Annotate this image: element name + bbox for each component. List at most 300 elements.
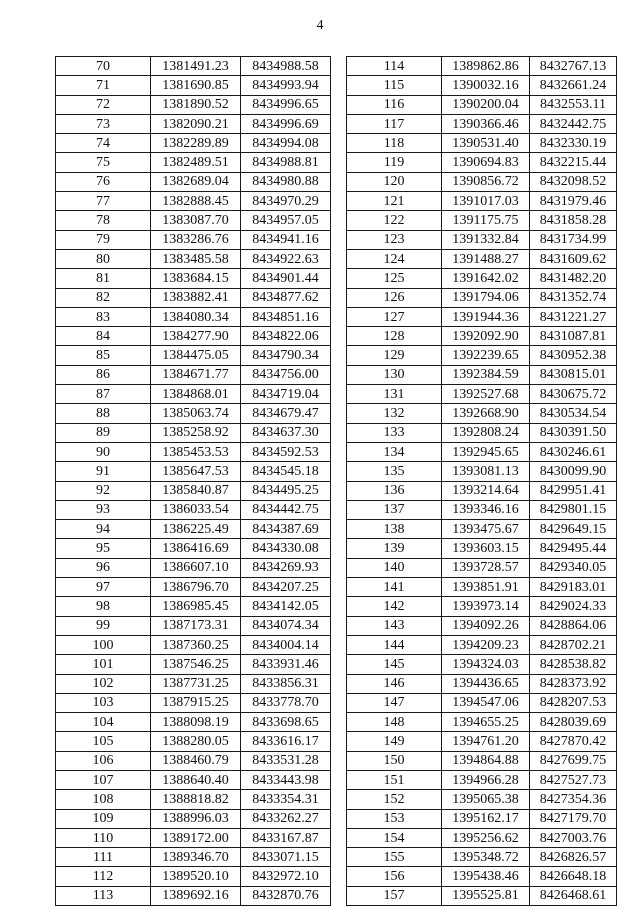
x-coordinate-cell: 1387173.31 <box>151 616 241 635</box>
table-row <box>56 307 331 326</box>
x-coordinate-cell: 1382689.04 <box>151 172 241 191</box>
point-number-cell: 149 <box>347 732 442 751</box>
y-coordinate-cell: 8434901.44 <box>241 269 331 288</box>
x-coordinate-cell: 1391175.75 <box>442 211 530 230</box>
point-number-cell: 141 <box>347 578 442 597</box>
y-coordinate-cell: 8434941.16 <box>241 230 331 249</box>
x-coordinate-cell: 1389692.16 <box>151 886 241 905</box>
table-row <box>347 751 617 770</box>
y-coordinate-cell: 8431734.99 <box>530 230 617 249</box>
x-coordinate-cell: 1392945.65 <box>442 442 530 461</box>
point-number-cell: 109 <box>56 809 151 828</box>
table-row <box>347 500 617 519</box>
x-coordinate-cell: 1390856.72 <box>442 172 530 191</box>
point-number-cell: 73 <box>56 114 151 133</box>
point-number-cell: 82 <box>56 288 151 307</box>
point-number-cell: 135 <box>347 462 442 481</box>
y-coordinate-cell: 8433443.98 <box>241 770 331 789</box>
y-coordinate-cell: 8428864.06 <box>530 616 617 635</box>
y-coordinate-cell: 8433262.27 <box>241 809 331 828</box>
y-coordinate-cell: 8429340.05 <box>530 558 617 577</box>
table-row <box>56 713 331 732</box>
x-coordinate-cell: 1394324.03 <box>442 655 530 674</box>
coordinates-table-right <box>346 56 617 906</box>
table-row <box>347 867 617 886</box>
table-row <box>347 635 617 654</box>
point-number-cell: 90 <box>56 442 151 461</box>
table-row <box>347 442 617 461</box>
table-row <box>347 134 617 153</box>
y-coordinate-cell: 8430391.50 <box>530 423 617 442</box>
y-coordinate-cell: 8434387.69 <box>241 520 331 539</box>
point-number-cell: 72 <box>56 95 151 114</box>
y-coordinate-cell: 8434822.06 <box>241 327 331 346</box>
table-row <box>56 404 331 423</box>
table-row <box>56 57 331 76</box>
point-number-cell: 98 <box>56 597 151 616</box>
y-coordinate-cell: 8434495.25 <box>241 481 331 500</box>
table-row <box>56 578 331 597</box>
point-number-cell: 152 <box>347 790 442 809</box>
point-number-cell: 145 <box>347 655 442 674</box>
y-coordinate-cell: 8434988.81 <box>241 153 331 172</box>
point-number-cell: 95 <box>56 539 151 558</box>
point-number-cell: 116 <box>347 95 442 114</box>
y-coordinate-cell: 8426648.18 <box>530 867 617 886</box>
point-number-cell: 80 <box>56 249 151 268</box>
point-number-cell: 99 <box>56 616 151 635</box>
x-coordinate-cell: 1389346.70 <box>151 848 241 867</box>
point-number-cell: 121 <box>347 192 442 211</box>
point-number-cell: 125 <box>347 269 442 288</box>
point-number-cell: 126 <box>347 288 442 307</box>
table-row <box>347 249 617 268</box>
point-number-cell: 140 <box>347 558 442 577</box>
table-row <box>347 288 617 307</box>
y-coordinate-cell: 8431609.62 <box>530 249 617 268</box>
x-coordinate-cell: 1385840.87 <box>151 481 241 500</box>
y-coordinate-cell: 8428373.92 <box>530 674 617 693</box>
y-coordinate-cell: 8430815.01 <box>530 365 617 384</box>
x-coordinate-cell: 1382289.89 <box>151 134 241 153</box>
x-coordinate-cell: 1395348.72 <box>442 848 530 867</box>
y-coordinate-cell: 8434851.16 <box>241 307 331 326</box>
x-coordinate-cell: 1393973.14 <box>442 597 530 616</box>
y-coordinate-cell: 8433354.31 <box>241 790 331 809</box>
y-coordinate-cell: 8434442.75 <box>241 500 331 519</box>
point-number-cell: 110 <box>56 828 151 847</box>
table-row <box>56 95 331 114</box>
y-coordinate-cell: 8432972.10 <box>241 867 331 886</box>
y-coordinate-cell: 8430675.72 <box>530 385 617 404</box>
y-coordinate-cell: 8432767.13 <box>530 57 617 76</box>
y-coordinate-cell: 8431352.74 <box>530 288 617 307</box>
x-coordinate-cell: 1386796.70 <box>151 578 241 597</box>
y-coordinate-cell: 8430246.61 <box>530 442 617 461</box>
point-number-cell: 119 <box>347 153 442 172</box>
point-number-cell: 120 <box>347 172 442 191</box>
x-coordinate-cell: 1385258.92 <box>151 423 241 442</box>
y-coordinate-cell: 8434679.47 <box>241 404 331 423</box>
y-coordinate-cell: 8434207.25 <box>241 578 331 597</box>
y-coordinate-cell: 8429801.15 <box>530 500 617 519</box>
table-row <box>347 192 617 211</box>
table-row <box>347 828 617 847</box>
y-coordinate-cell: 8434719.04 <box>241 385 331 404</box>
point-number-cell: 114 <box>347 57 442 76</box>
table-row <box>56 693 331 712</box>
table-row <box>56 848 331 867</box>
x-coordinate-cell: 1393475.67 <box>442 520 530 539</box>
table-row <box>56 500 331 519</box>
x-coordinate-cell: 1386416.69 <box>151 539 241 558</box>
x-coordinate-cell: 1394655.25 <box>442 713 530 732</box>
table-row <box>347 809 617 828</box>
point-number-cell: 144 <box>347 635 442 654</box>
table-row <box>56 635 331 654</box>
table-row <box>347 674 617 693</box>
point-number-cell: 150 <box>347 751 442 770</box>
x-coordinate-cell: 1386607.10 <box>151 558 241 577</box>
point-number-cell: 130 <box>347 365 442 384</box>
x-coordinate-cell: 1394209.23 <box>442 635 530 654</box>
table-row <box>347 114 617 133</box>
y-coordinate-cell: 8433167.87 <box>241 828 331 847</box>
x-coordinate-cell: 1387546.25 <box>151 655 241 674</box>
x-coordinate-cell: 1383684.15 <box>151 269 241 288</box>
point-number-cell: 139 <box>347 539 442 558</box>
point-number-cell: 143 <box>347 616 442 635</box>
point-number-cell: 148 <box>347 713 442 732</box>
table-row <box>56 770 331 789</box>
x-coordinate-cell: 1392808.24 <box>442 423 530 442</box>
x-coordinate-cell: 1391017.03 <box>442 192 530 211</box>
table-row <box>56 809 331 828</box>
x-coordinate-cell: 1386225.49 <box>151 520 241 539</box>
table-row <box>347 578 617 597</box>
table-row <box>56 828 331 847</box>
table-row <box>347 385 617 404</box>
x-coordinate-cell: 1384868.01 <box>151 385 241 404</box>
table-row <box>56 732 331 751</box>
point-number-cell: 134 <box>347 442 442 461</box>
point-number-cell: 147 <box>347 693 442 712</box>
x-coordinate-cell: 1384080.34 <box>151 307 241 326</box>
x-coordinate-cell: 1390694.83 <box>442 153 530 172</box>
point-number-cell: 86 <box>56 365 151 384</box>
point-number-cell: 101 <box>56 655 151 674</box>
table-row <box>56 867 331 886</box>
y-coordinate-cell: 8434545.18 <box>241 462 331 481</box>
y-coordinate-cell: 8432215.44 <box>530 153 617 172</box>
point-number-cell: 104 <box>56 713 151 732</box>
table-row <box>347 770 617 789</box>
x-coordinate-cell: 1381690.85 <box>151 76 241 95</box>
table-row <box>347 269 617 288</box>
x-coordinate-cell: 1395525.81 <box>442 886 530 905</box>
x-coordinate-cell: 1381491.23 <box>151 57 241 76</box>
point-number-cell: 76 <box>56 172 151 191</box>
table-row <box>56 558 331 577</box>
y-coordinate-cell: 8434074.34 <box>241 616 331 635</box>
x-coordinate-cell: 1388280.05 <box>151 732 241 751</box>
table-row <box>347 230 617 249</box>
y-coordinate-cell: 8434996.65 <box>241 95 331 114</box>
x-coordinate-cell: 1388818.82 <box>151 790 241 809</box>
y-coordinate-cell: 8426468.61 <box>530 886 617 905</box>
point-number-cell: 138 <box>347 520 442 539</box>
table-row <box>347 462 617 481</box>
y-coordinate-cell: 8434330.08 <box>241 539 331 558</box>
table-row <box>56 442 331 461</box>
table-row <box>56 539 331 558</box>
point-number-cell: 156 <box>347 867 442 886</box>
x-coordinate-cell: 1386985.45 <box>151 597 241 616</box>
point-number-cell: 96 <box>56 558 151 577</box>
y-coordinate-cell: 8429951.41 <box>530 481 617 500</box>
table-row <box>347 404 617 423</box>
page-number: 4 <box>316 18 324 33</box>
table-row <box>347 57 617 76</box>
y-coordinate-cell: 8432442.75 <box>530 114 617 133</box>
point-number-cell: 85 <box>56 346 151 365</box>
table-row <box>56 751 331 770</box>
point-number-cell: 78 <box>56 211 151 230</box>
y-coordinate-cell: 8428538.82 <box>530 655 617 674</box>
y-coordinate-cell: 8433698.65 <box>241 713 331 732</box>
x-coordinate-cell: 1390200.04 <box>442 95 530 114</box>
y-coordinate-cell: 8434994.08 <box>241 134 331 153</box>
y-coordinate-cell: 8428039.69 <box>530 713 617 732</box>
table-row <box>347 520 617 539</box>
table-row <box>56 346 331 365</box>
table-row <box>56 655 331 674</box>
x-coordinate-cell: 1394547.06 <box>442 693 530 712</box>
x-coordinate-cell: 1392384.59 <box>442 365 530 384</box>
point-number-cell: 102 <box>56 674 151 693</box>
table-row <box>347 790 617 809</box>
table-row <box>56 211 331 230</box>
point-number-cell: 153 <box>347 809 442 828</box>
y-coordinate-cell: 8430534.54 <box>530 404 617 423</box>
x-coordinate-cell: 1391642.02 <box>442 269 530 288</box>
table-row <box>56 249 331 268</box>
table-row <box>56 192 331 211</box>
y-coordinate-cell: 8427179.70 <box>530 809 617 828</box>
x-coordinate-cell: 1395065.38 <box>442 790 530 809</box>
table-row <box>56 616 331 635</box>
point-number-cell: 74 <box>56 134 151 153</box>
x-coordinate-cell: 1393728.57 <box>442 558 530 577</box>
point-number-cell: 157 <box>347 886 442 905</box>
x-coordinate-cell: 1382489.51 <box>151 153 241 172</box>
point-number-cell: 70 <box>56 57 151 76</box>
y-coordinate-cell: 8431858.28 <box>530 211 617 230</box>
y-coordinate-cell: 8433778.70 <box>241 693 331 712</box>
table-row <box>347 211 617 230</box>
y-coordinate-cell: 8434004.14 <box>241 635 331 654</box>
point-number-cell: 123 <box>347 230 442 249</box>
x-coordinate-cell: 1389862.86 <box>442 57 530 76</box>
x-coordinate-cell: 1385647.53 <box>151 462 241 481</box>
point-number-cell: 132 <box>347 404 442 423</box>
y-coordinate-cell: 8428207.53 <box>530 693 617 712</box>
table-row <box>56 520 331 539</box>
y-coordinate-cell: 8429183.01 <box>530 578 617 597</box>
y-coordinate-cell: 8434877.62 <box>241 288 331 307</box>
x-coordinate-cell: 1384277.90 <box>151 327 241 346</box>
table-row <box>56 269 331 288</box>
point-number-cell: 117 <box>347 114 442 133</box>
x-coordinate-cell: 1383882.41 <box>151 288 241 307</box>
table-row <box>56 597 331 616</box>
y-coordinate-cell: 8432098.52 <box>530 172 617 191</box>
y-coordinate-cell: 8432553.11 <box>530 95 617 114</box>
x-coordinate-cell: 1388996.03 <box>151 809 241 828</box>
x-coordinate-cell: 1381890.52 <box>151 95 241 114</box>
table-row <box>56 385 331 404</box>
table-row <box>56 327 331 346</box>
table-row <box>347 558 617 577</box>
y-coordinate-cell: 8431087.81 <box>530 327 617 346</box>
y-coordinate-cell: 8433616.17 <box>241 732 331 751</box>
x-coordinate-cell: 1386033.54 <box>151 500 241 519</box>
point-number-cell: 75 <box>56 153 151 172</box>
point-number-cell: 124 <box>347 249 442 268</box>
y-coordinate-cell: 8434269.93 <box>241 558 331 577</box>
point-number-cell: 112 <box>56 867 151 886</box>
point-number-cell: 155 <box>347 848 442 867</box>
y-coordinate-cell: 8434790.34 <box>241 346 331 365</box>
point-number-cell: 93 <box>56 500 151 519</box>
table-row <box>56 76 331 95</box>
y-coordinate-cell: 8434996.69 <box>241 114 331 133</box>
x-coordinate-cell: 1389520.10 <box>151 867 241 886</box>
y-coordinate-cell: 8434988.58 <box>241 57 331 76</box>
y-coordinate-cell: 8427699.75 <box>530 751 617 770</box>
table-row <box>347 597 617 616</box>
y-coordinate-cell: 8432330.19 <box>530 134 617 153</box>
x-coordinate-cell: 1384671.77 <box>151 365 241 384</box>
table-row <box>347 346 617 365</box>
x-coordinate-cell: 1394966.28 <box>442 770 530 789</box>
point-number-cell: 131 <box>347 385 442 404</box>
x-coordinate-cell: 1394864.88 <box>442 751 530 770</box>
y-coordinate-cell: 8431482.20 <box>530 269 617 288</box>
x-coordinate-cell: 1392092.90 <box>442 327 530 346</box>
point-number-cell: 108 <box>56 790 151 809</box>
point-number-cell: 77 <box>56 192 151 211</box>
x-coordinate-cell: 1387915.25 <box>151 693 241 712</box>
table-row <box>56 365 331 384</box>
x-coordinate-cell: 1394092.26 <box>442 616 530 635</box>
y-coordinate-cell: 8429024.33 <box>530 597 617 616</box>
point-number-cell: 146 <box>347 674 442 693</box>
x-coordinate-cell: 1382090.21 <box>151 114 241 133</box>
y-coordinate-cell: 8430952.38 <box>530 346 617 365</box>
table-row <box>56 288 331 307</box>
point-number-cell: 137 <box>347 500 442 519</box>
y-coordinate-cell: 8434980.88 <box>241 172 331 191</box>
y-coordinate-cell: 8427527.73 <box>530 770 617 789</box>
table-row <box>56 481 331 500</box>
point-number-cell: 133 <box>347 423 442 442</box>
table-row <box>347 172 617 191</box>
x-coordinate-cell: 1393081.13 <box>442 462 530 481</box>
x-coordinate-cell: 1392239.65 <box>442 346 530 365</box>
table-row <box>56 674 331 693</box>
x-coordinate-cell: 1387360.25 <box>151 635 241 654</box>
table-row <box>347 732 617 751</box>
y-coordinate-cell: 8427870.42 <box>530 732 617 751</box>
y-coordinate-cell: 8428702.21 <box>530 635 617 654</box>
point-number-cell: 105 <box>56 732 151 751</box>
point-number-cell: 103 <box>56 693 151 712</box>
x-coordinate-cell: 1392527.68 <box>442 385 530 404</box>
table-row <box>347 848 617 867</box>
x-coordinate-cell: 1383087.70 <box>151 211 241 230</box>
y-coordinate-cell: 8433071.15 <box>241 848 331 867</box>
point-number-cell: 91 <box>56 462 151 481</box>
table-row <box>347 327 617 346</box>
point-number-cell: 127 <box>347 307 442 326</box>
x-coordinate-cell: 1392668.90 <box>442 404 530 423</box>
x-coordinate-cell: 1393346.16 <box>442 500 530 519</box>
x-coordinate-cell: 1391794.06 <box>442 288 530 307</box>
table-row <box>347 153 617 172</box>
x-coordinate-cell: 1388640.40 <box>151 770 241 789</box>
point-number-cell: 83 <box>56 307 151 326</box>
table-row <box>347 423 617 442</box>
point-number-cell: 88 <box>56 404 151 423</box>
table-row <box>347 886 617 905</box>
point-number-cell: 118 <box>347 134 442 153</box>
y-coordinate-cell: 8429649.15 <box>530 520 617 539</box>
point-number-cell: 136 <box>347 481 442 500</box>
point-number-cell: 122 <box>347 211 442 230</box>
x-coordinate-cell: 1395438.46 <box>442 867 530 886</box>
y-coordinate-cell: 8432661.24 <box>530 76 617 95</box>
point-number-cell: 94 <box>56 520 151 539</box>
table-row <box>347 95 617 114</box>
x-coordinate-cell: 1390032.16 <box>442 76 530 95</box>
y-coordinate-cell: 8433931.46 <box>241 655 331 674</box>
x-coordinate-cell: 1383485.58 <box>151 249 241 268</box>
point-number-cell: 128 <box>347 327 442 346</box>
y-coordinate-cell: 8434637.30 <box>241 423 331 442</box>
point-number-cell: 89 <box>56 423 151 442</box>
point-number-cell: 111 <box>56 848 151 867</box>
y-coordinate-cell: 8434970.29 <box>241 192 331 211</box>
y-coordinate-cell: 8434142.05 <box>241 597 331 616</box>
table-row <box>347 713 617 732</box>
x-coordinate-cell: 1393603.15 <box>442 539 530 558</box>
point-number-cell: 154 <box>347 828 442 847</box>
x-coordinate-cell: 1395162.17 <box>442 809 530 828</box>
point-number-cell: 129 <box>347 346 442 365</box>
y-coordinate-cell: 8434592.53 <box>241 442 331 461</box>
point-number-cell: 97 <box>56 578 151 597</box>
x-coordinate-cell: 1384475.05 <box>151 346 241 365</box>
table-row <box>56 134 331 153</box>
coordinates-table-left <box>55 56 331 906</box>
table-row <box>56 423 331 442</box>
y-coordinate-cell: 8429495.44 <box>530 539 617 558</box>
y-coordinate-cell: 8430099.90 <box>530 462 617 481</box>
point-number-cell: 113 <box>56 886 151 905</box>
table-row <box>347 307 617 326</box>
y-coordinate-cell: 8433856.31 <box>241 674 331 693</box>
